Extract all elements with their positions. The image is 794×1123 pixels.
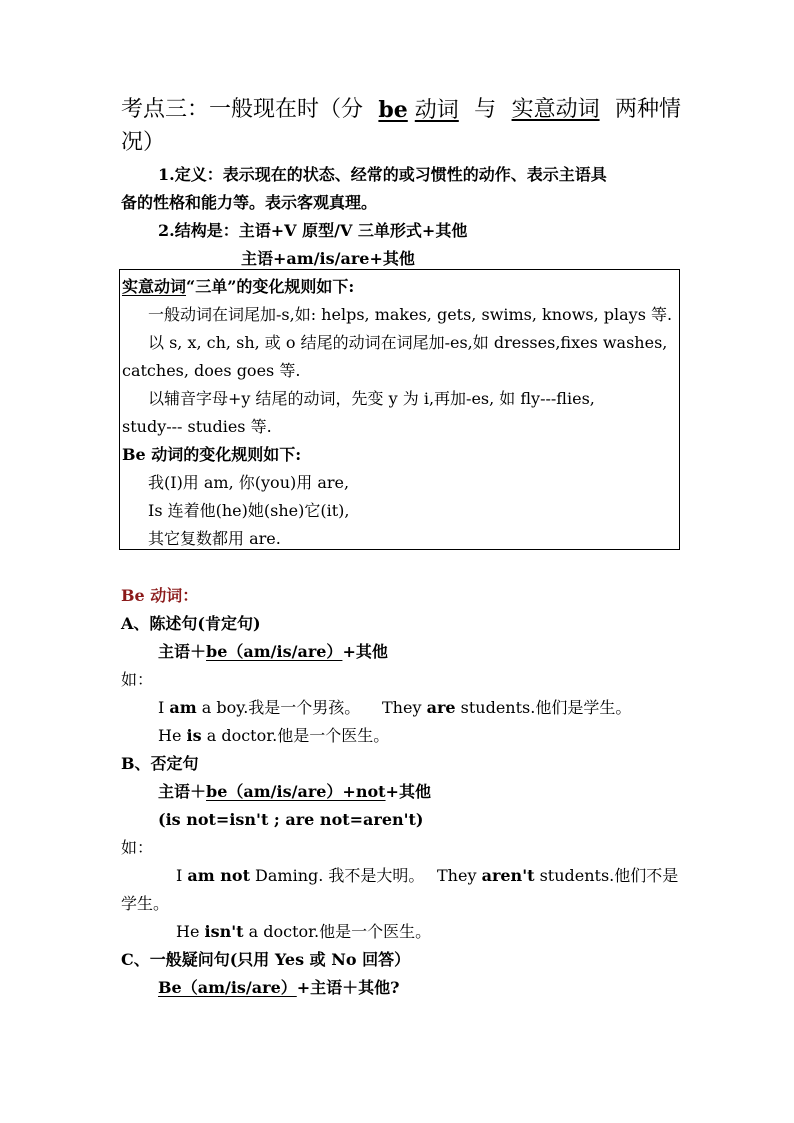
section-c-label: C、一般疑问句(只用 Yes 或 No 回答）: [121, 950, 411, 969]
section-a-example-1b: They are students.他们是学生。: [382, 698, 632, 717]
be-rule-3: 其它复数都用 are.: [148, 529, 281, 548]
rule-3-line2: study--- studies 等.: [122, 417, 272, 436]
title-mid: 与: [474, 97, 497, 122]
section-b-formula: 主语＋be（am/is/are）+not+其他: [158, 782, 431, 801]
be-rule-2: Is 连着他(he)她(she)它(it),: [148, 501, 350, 520]
title-part1: 考点三：一般现在时（分: [121, 97, 364, 122]
rule-3-line1: 以辅音字母+y 结尾的动词，先变 y 为 i,再加-es, 如 fly---flies,: [148, 389, 595, 408]
section-title-line2: 况）: [121, 130, 166, 155]
section-b-example-1: I am not Daming. 我不是大明。: [176, 866, 425, 885]
section-a-eg: 如：: [121, 670, 154, 689]
structure-line2: 主语+am/is/are+其他: [241, 249, 415, 268]
section-c-formula: Be（am/is/are）+主语＋其他?: [158, 978, 400, 997]
section-a-label: A、陈述句(肯定句): [121, 614, 261, 633]
be-rule-1: 我(I)用 am, 你(you)用 are,: [148, 473, 350, 492]
section-a-example-2: He is a doctor.他是一个医生。: [158, 726, 390, 745]
be-rules-heading: Be 动词的变化规则如下:: [122, 445, 302, 464]
section-b-example-1b: They aren't students.他们不是: [437, 866, 679, 885]
section-b-note: (is not=isn't ; are not=aren't): [158, 810, 424, 829]
title-be: be: [378, 97, 408, 123]
title-verb2: 实意动词: [511, 97, 600, 122]
definition-line1: 1.定义：表示现在的状态、经常的或习惯性的动作、表示主语具: [158, 165, 607, 184]
title-verb1: 动词: [414, 98, 459, 123]
definition-line2: 备的性格和能力等。表示客观真理。: [121, 193, 378, 212]
rule-2-line1: 以 s, x, ch, sh, 或 o 结尾的动词在词尾加-es,如 dresses,fixes washes,: [148, 333, 668, 352]
title-part2: 两种情: [614, 97, 681, 122]
section-a-formula: 主语＋be（am/is/are）+其他: [158, 642, 388, 661]
section-title: [121, 95, 681, 126]
section-a-example-1: I am a boy.我是一个男孩。: [158, 698, 361, 717]
section-b-example-1-cont: 学生。: [121, 894, 170, 913]
section-b-label: B、否定句: [121, 754, 199, 773]
rule-1: 一般动词在词尾加-s,如: helps, makes, gets, swims, knows, plays 等.: [148, 305, 673, 324]
be-section-heading: Be 动词：: [121, 586, 199, 605]
box-heading: 实意动词“三单”的变化规则如下:: [122, 277, 355, 296]
rule-2-line2: catches, does goes 等.: [122, 361, 301, 380]
section-b-example-2: He isn't a doctor.他是一个医生。: [176, 922, 432, 941]
section-b-eg: 如：: [121, 838, 154, 857]
structure-line1: 2.结构是：主语+V 原型/V 三单形式+其他: [158, 221, 468, 240]
